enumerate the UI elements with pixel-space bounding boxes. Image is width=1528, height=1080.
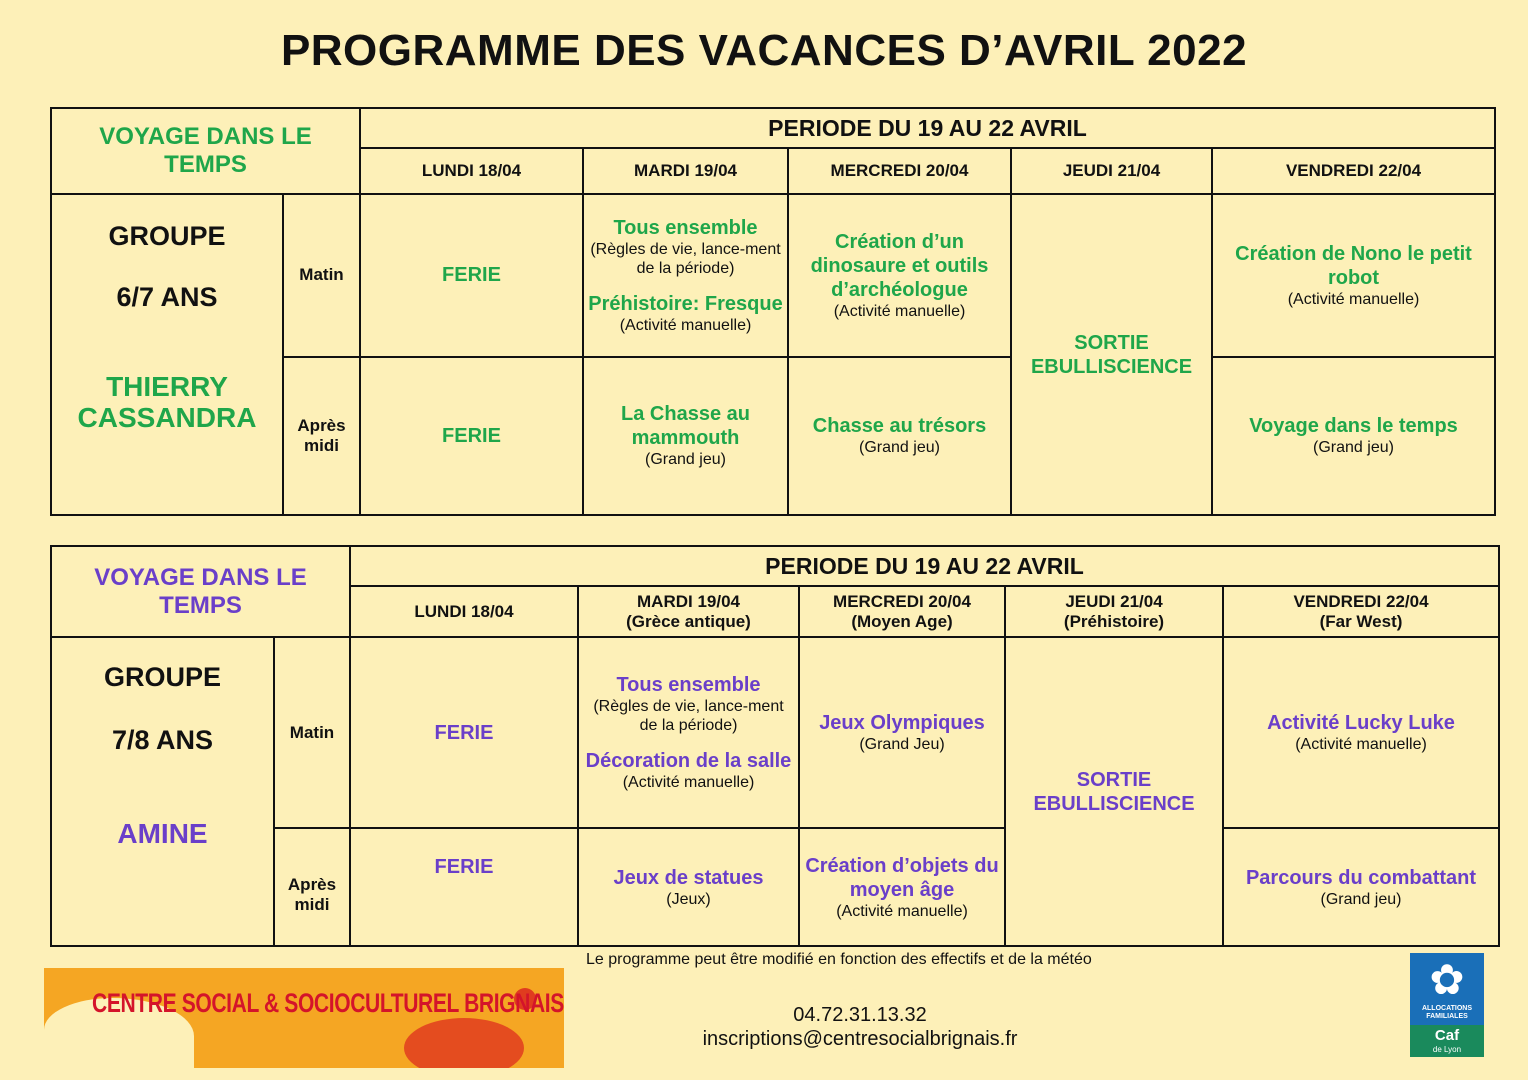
activity-title: FERIE: [434, 721, 494, 744]
activity-note: (Activité manuelle): [836, 902, 968, 920]
centre-social-logo: [44, 968, 564, 1068]
activity-title: Jeux de statues: [613, 866, 764, 889]
activity-note: (Grand jeu): [645, 451, 726, 469]
activity-note: (Jeux): [666, 890, 711, 908]
email-address: inscriptions@centresocialbrignais.fr: [702, 1028, 1018, 1050]
group-info: [51, 194, 283, 515]
day-header-tuesday: MARDI 19/04 (Grèce antique): [578, 586, 799, 637]
cell-tuesday-morning: [583, 194, 788, 356]
activity-note: (Grand jeu): [859, 439, 940, 457]
activity-note-2: (Activité manuelle): [619, 316, 752, 334]
group-leaders: THIERRY CASSANDRA: [77, 371, 257, 434]
theme-label: VOYAGE DANS LE TEMPS: [94, 563, 307, 619]
cell-monday-morning: [360, 194, 583, 356]
activity-title: Création d’objets du moyen âge: [805, 854, 999, 901]
activity-note: (Activité manuelle): [1287, 290, 1420, 308]
group-age: 7/8 ANS: [111, 725, 214, 755]
group-label: GROUPE: [108, 221, 226, 252]
activity-title: Jeux Olympiques: [819, 712, 985, 734]
theme-header: [51, 108, 360, 194]
group-leaders: AMINE: [117, 818, 208, 849]
activity-note: (Grand jeu): [1320, 890, 1402, 908]
schedule-table-group-7-8: [50, 545, 1500, 947]
caf-family-icon: ✿: [1429, 956, 1465, 1003]
theme-header: [51, 546, 350, 637]
activity-note: (Grand jeu): [1313, 439, 1394, 457]
cell-friday-morning: [1212, 194, 1495, 356]
day-header-tuesday: MARDI 19/04: [583, 148, 788, 194]
cell-friday-afternoon: [1212, 357, 1495, 515]
cell-thursday-full-day: [1005, 637, 1223, 946]
contact-block: [660, 1003, 1060, 1051]
cell-wednesday-afternoon: [788, 357, 1011, 515]
activity-note: (Activité manuelle): [833, 302, 966, 320]
day-header-monday: LUNDI 18/04: [360, 148, 583, 194]
group-label: GROUPE: [103, 662, 222, 692]
day-header-friday: VENDREDI 22/04 (Far West): [1223, 586, 1499, 637]
caf-city: de Lyon: [1432, 1045, 1462, 1054]
day-theme: (Far West): [1319, 611, 1403, 631]
day-header-thursday: JEUDI 21/04 (Préhistoire): [1005, 586, 1223, 637]
day-header-thursday: JEUDI 21/04: [1011, 148, 1212, 194]
cell-thursday-full-day: [1011, 194, 1212, 515]
phone-number: 04.72.31.13.32: [793, 1004, 927, 1026]
day-header-wednesday: MERCREDI 20/04: [788, 148, 1011, 194]
day-header-friday: VENDREDI 22/04: [1212, 148, 1495, 194]
theme-label: VOYAGE DANS LE TEMPS: [99, 123, 312, 179]
activity-title: FERIE: [442, 264, 501, 287]
slot-afternoon: Après midi: [283, 357, 360, 515]
cell-friday-afternoon: [1223, 828, 1499, 946]
activity-title: Tous ensemble: [616, 674, 761, 696]
cell-tuesday-morning: [578, 637, 799, 828]
slot-morning: Matin: [274, 637, 350, 828]
logo-text: CENTRE SOCIAL & SOCIOCULTUREL BRIGNAIS: [92, 988, 564, 1018]
activity-title: Voyage dans le temps: [1249, 415, 1458, 438]
day-header-monday: LUNDI 18/04: [350, 586, 578, 637]
cell-monday-afternoon: [350, 828, 578, 946]
slot-afternoon: Après midi: [274, 828, 350, 946]
activity-title: Tous ensemble: [613, 216, 758, 239]
activity-note: (Grand Jeu): [859, 736, 945, 753]
period-header: PERIODE DU 19 AU 22 AVRIL: [350, 546, 1499, 586]
cell-friday-morning: [1223, 637, 1499, 828]
activity-note-2: (Activité manuelle): [622, 774, 755, 791]
activity-note: (Règles de vie, lance-ment de la période): [590, 240, 781, 277]
cell-wednesday-morning: [799, 637, 1005, 828]
activity-title-2: Décoration de la salle: [585, 750, 792, 772]
activity-title: Création de Nono le petit robot: [1235, 242, 1472, 289]
day-header-wednesday: MERCREDI 20/04 (Moyen Age): [799, 586, 1005, 637]
cell-monday-afternoon: [360, 357, 583, 515]
activity-note: (Règles de vie, lance-ment de la période): [593, 698, 784, 734]
caf-name: Caf: [1434, 1027, 1460, 1044]
slot-morning: Matin: [283, 194, 360, 356]
activity-title: Parcours du combattant: [1245, 866, 1477, 889]
schedule-table-group-6-7: [50, 107, 1496, 516]
footer-note: Le programme peut être modifié en fonction des effectifs et de la météo: [586, 951, 1092, 968]
caf-logo: [1410, 953, 1484, 1057]
page-title: PROGRAMME DES VACANCES D’AVRIL 2022: [280, 26, 1248, 75]
period-header: PERIODE DU 19 AU 22 AVRIL: [360, 108, 1495, 148]
activity-title: SORTIE EBULLISCIENCE: [1030, 331, 1193, 378]
group-info: [51, 637, 274, 946]
cell-wednesday-morning: [788, 194, 1011, 356]
activity-note: (Activité manuelle): [1295, 736, 1427, 753]
cell-wednesday-afternoon: [799, 828, 1005, 946]
day-theme: (Grèce antique): [626, 611, 751, 631]
activity-title: Création d’un dinosaure et outils d’archéologue: [810, 230, 989, 301]
cell-monday-morning: [350, 637, 578, 828]
activity-title: FERIE: [434, 856, 494, 878]
cell-tuesday-afternoon: [578, 828, 799, 946]
day-theme: (Moyen Age): [851, 611, 953, 631]
cell-tuesday-afternoon: [583, 357, 788, 515]
activity-title: La Chasse au mammouth: [621, 403, 750, 450]
activity-title: Chasse au trésors: [812, 415, 987, 438]
day-theme: (Préhistoire): [1063, 611, 1165, 631]
activity-title-2: Préhistoire: Fresque: [588, 292, 783, 315]
caf-subtitle: ALLOCATIONS FAMILIALES: [1421, 1005, 1473, 1020]
group-age: 6/7 ANS: [116, 282, 218, 313]
activity-title: Activité Lucky Luke: [1267, 712, 1455, 734]
activity-title: FERIE: [442, 424, 501, 447]
activity-title: SORTIE EBULLISCIENCE: [1033, 768, 1195, 815]
